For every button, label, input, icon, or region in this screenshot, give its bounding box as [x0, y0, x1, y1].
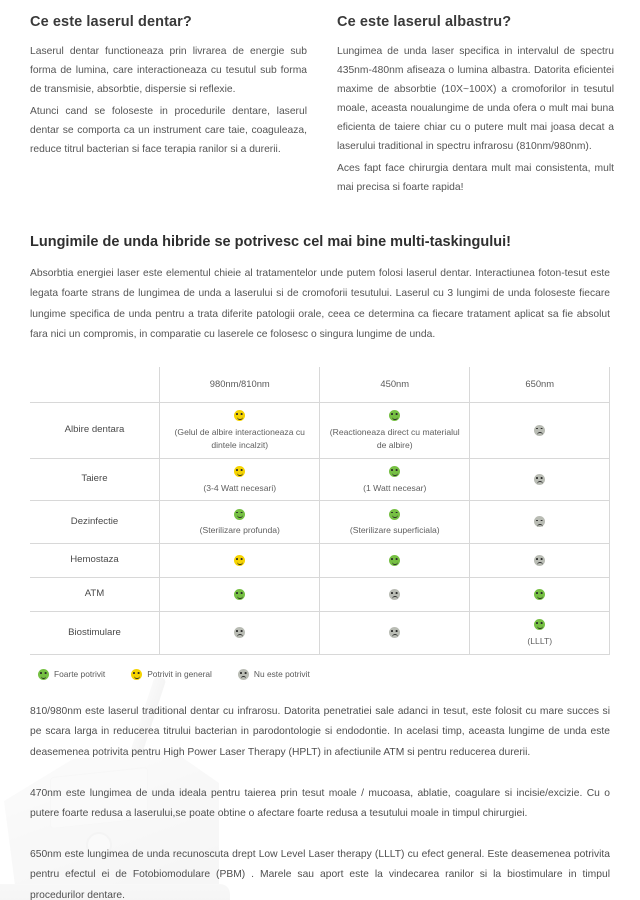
rating-legend	[38, 669, 640, 680]
table-cell	[470, 501, 610, 544]
table-row-label: Albire dentara	[30, 403, 160, 459]
table-cell	[470, 612, 610, 655]
table-cell	[160, 458, 320, 501]
table-cell	[470, 458, 610, 501]
table-cell	[160, 544, 320, 578]
rating-face-bad-icon	[238, 669, 249, 680]
table-row-label: ATM	[30, 578, 160, 612]
rating-face-mid-icon	[234, 466, 245, 477]
rating-face-good-icon	[234, 589, 245, 600]
table-cell	[320, 458, 470, 501]
legend-item-label: Foarte potrivit	[54, 669, 106, 680]
table-row	[30, 501, 610, 544]
table-cell	[320, 403, 470, 459]
table-row-label: Hemostaza	[30, 544, 160, 578]
rating-face-mid-icon	[131, 669, 142, 680]
column-title: Ce este laserul albastru?	[337, 14, 512, 30]
table-cell	[160, 612, 320, 655]
rating-face-good-icon	[389, 509, 400, 520]
legend-item	[131, 669, 212, 680]
rating-face-good-icon	[38, 669, 49, 680]
table-header-650: 650nm	[470, 367, 610, 403]
wavelength-descriptions	[30, 702, 610, 900]
table-row	[30, 578, 610, 612]
rating-face-bad-icon	[534, 425, 545, 436]
table-row	[30, 544, 610, 578]
rating-face-bad-icon	[534, 555, 545, 566]
legend-item	[238, 669, 310, 680]
paragraph-470: 470nm este lungimea de unda ideala pentru taierea prin tesut moale / mucoasa, ablatie, coagulare si incisie/excizie. Cu o putere foarte redusa a laserului,se poate obtine o afectare foarte redusa a tesutului moale in timpul chirurgiei.	[30, 787, 610, 820]
rating-face-good-icon	[234, 509, 245, 520]
table-cell	[470, 578, 610, 612]
legend-item-label: Nu este potrivit	[253, 669, 310, 680]
table-cell	[470, 403, 610, 459]
paragraph-810-980: 810/980nm este laserul traditional dentar cu infrarosu. Datorita penetratiei sale adanci in tesut, este folosit cu mare succes si pe scara larga in reducerea titrului bacterian in parodontologie si endodontie. In acelasi timp, aceasta lungime de unda este deasemenea potrivita pentru High Power Laser Therapy (HPLT) in afectiunile ATM si pentru reducerea durerii.	[30, 705, 610, 759]
table-cell	[320, 501, 470, 544]
table-header-row	[30, 367, 610, 403]
table-row	[30, 612, 610, 655]
column-paragraph: Atunci cand se foloseste in procedurile dentare, laserul dentar se comporta ca un instrument care taie, coaguleaza, reduce titrul bacterian si face terapia ranilor si a durerii.	[30, 106, 307, 156]
table-cell-note: (Sterilizare superficiala)	[349, 525, 440, 536]
table-corner-cell	[30, 367, 160, 403]
rating-face-bad-icon	[534, 474, 545, 485]
column-title: Ce este laserul dentar?	[30, 14, 192, 30]
table-cell	[160, 403, 320, 459]
rating-face-good-icon	[389, 410, 400, 421]
rating-face-good-icon	[389, 466, 400, 477]
table-cell	[160, 501, 320, 544]
paragraph-650: 650nm este lungimea de unda recunoscuta drept Low Level Laser therapy (LLLT) cu efect general. Este deasemenea potrivita pentru efectul ei de Fotobiomodulare (PBM) . Marele sau aport este la vindecarea ranilor si la biostimulare in timpul procedurilor dentare.	[30, 848, 610, 900]
rating-face-bad-icon	[234, 627, 245, 638]
table-cell-note: (3-4 Watt necesari)	[203, 482, 277, 493]
table-row-label: Taiere	[30, 458, 160, 501]
table-header-450: 450nm	[320, 367, 470, 403]
table-cell-note: (Gelul de albire interactioneaza cu dintele incalzit)	[174, 426, 305, 450]
rating-face-good-icon	[389, 555, 400, 566]
table-row	[30, 403, 610, 459]
intro-columns	[0, 0, 640, 200]
table-cell	[160, 578, 320, 612]
hybrid-headline: Lungimile de unda hibride se potrivesc cel mai bine multi-taskingului!	[30, 234, 511, 251]
legend-item-label: Potrivit in general	[147, 669, 212, 680]
rating-face-bad-icon	[534, 516, 545, 527]
table-header-980-810: 980nm/810nm	[160, 367, 320, 403]
table-cell-note: (LLLT)	[527, 635, 553, 646]
rating-face-good-icon	[534, 589, 545, 600]
column-paragraph: Lungimea de unda laser specifica in intervalul de spectru 435nm-480nm afiseaza o lumina albastra. Datorita eficientei maxime de absorbtie (10X~100X) a cromoforilor in tesutul moale, aceasta noualungime de unda ofera o mult mai buna eficienta de taiere chiar cu o putere mult mai joasa decat a laserului traditional in spectru infrarosu (810nm/980nm).	[337, 46, 614, 153]
table-cell-note: (Reactioneaza direct cu materialul de albire)	[329, 426, 460, 450]
legend-item	[38, 669, 105, 680]
table-row-label: Biostimulare	[30, 612, 160, 655]
table-cell	[320, 544, 470, 578]
rating-face-bad-icon	[389, 589, 400, 600]
table-row	[30, 458, 610, 501]
rating-face-mid-icon	[234, 555, 245, 566]
table-row-label: Dezinfectie	[30, 501, 160, 544]
column-paragraph: Laserul dentar functioneaza prin livrarea de energie sub forma de lumina, care interactioneaza cu tesutul sub forma de transmisie, absorbtie, dispersie si reflexie.	[30, 46, 307, 96]
wavelength-comparison-table	[30, 367, 611, 655]
column-blue-laser	[337, 14, 614, 200]
table-cell	[470, 544, 610, 578]
hybrid-lead-paragraph: Absorbtia energiei laser este elementul chieie al tratamentelor unde putem folosi laserul dentar. Interactiunea foton-tesut este legata foarte strans de lungimea de unda a laserului si de cromoforii tesutului. Laserul cu 3 lungimi de unda foloseste fiecare lungime specifica de unda pentru a trata diferite patologii orale, ceea ce determina ca fiecare tratament aplicat sa fie absolut fara nici un compromis, in comparatie cu laserele ce folosesc o singura lungime de unda.	[30, 268, 610, 340]
column-paragraph: Aces fapt face chirurgia dentara mult mai consistenta, mult mai precisa si foarte rapida!	[337, 163, 614, 194]
table-cell-note: (1 Watt necesar)	[363, 482, 427, 493]
rating-face-mid-icon	[234, 410, 245, 421]
rating-face-good-icon	[534, 619, 545, 630]
table-cell	[320, 578, 470, 612]
column-dental-laser	[30, 14, 307, 200]
table-cell	[320, 612, 470, 655]
table-cell-note: (Sterilizare profunda)	[199, 525, 280, 536]
rating-face-bad-icon	[389, 627, 400, 638]
